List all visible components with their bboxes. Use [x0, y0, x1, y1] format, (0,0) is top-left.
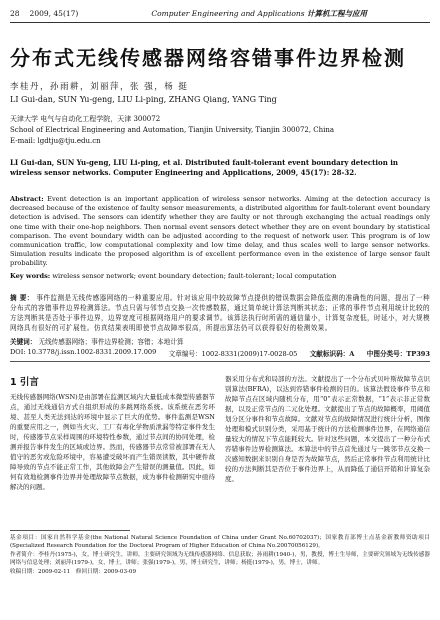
- body-column-right: 器采用分布式和局部的方法。文献提出了一个分布式贝叶斯故障节点识别算法(BFRA)，以达到容错事件检测的目的。该算法假设事件节点和故障节点在区域内随机分布，用“0”表示正常数据，“1”表示非正常数据，以及正常节点的二元化处理。文献提出了节点的故障概率，用阈值划分区分事件和节点故障。文献对节点的故障情况进行统计分析，图像处理和模式识别分类，采用基于统计的方法检测事件边界，在网络通信量较大的情况下节点能耗较大。针对这些问题，本文提出了一种分布式容错事件边界检测算法。本算法中的节点首先通过与一跳邻节点交换一次感知数据来识别自身是否为故障节点，然后正常事件节点利用统计比较的方法判断其是否位于事件边界上，从而降低了通信开销和计算复杂度。: [225, 375, 430, 483]
- issue-info: 2009, 45(17): [29, 8, 79, 18]
- section-title: 1 引言: [10, 377, 39, 388]
- page-number: 28: [10, 8, 20, 18]
- authors-en: LI Gui-dan, SUN Yu-geng, LIU Li-ping, ZHANG Qiang, YANG Ting: [10, 95, 277, 104]
- footnote-divider: [10, 530, 130, 531]
- running-header: [10, 6, 430, 23]
- article-id: 文章编号：1002-8331(2009)17-0028-05: [168, 350, 298, 358]
- affiliation: [10, 114, 334, 147]
- keywords-cn-text: 无线传感器网络；事件边界检测；容错；本地计算: [38, 338, 184, 346]
- abstract-cn: [10, 293, 430, 333]
- doi: DOI: 10.3778/j.issn.1002-8331.2009.17.009: [10, 348, 157, 356]
- divider: [10, 361, 430, 362]
- keywords-cn: [10, 336, 430, 346]
- article-meta: [10, 348, 430, 358]
- affiliation-cn: 天津大学 电气与自动化工程学院，天津 300072: [10, 115, 161, 123]
- keywords-en: [10, 272, 430, 281]
- footnote: [10, 534, 430, 576]
- authors-cn: 李桂丹，孙雨耕，刘丽萍，张 强，杨 挺: [10, 82, 189, 92]
- abstract-cn-label: 摘 要：: [10, 294, 34, 302]
- email: E-mail: lgdtju@tju.edu.cn: [10, 137, 101, 145]
- journal-name-cn: 计算机工程与应用: [306, 8, 367, 18]
- abstract-en-label: Abstract:: [10, 195, 44, 203]
- abstract-en-text: Event detection is an important application of wireless sensor networks. Aiming at the detection accuracy is decreased because of the existence of faulty sensor measurements, a distributed algorithm for fault-tolerant event boundary detection is advised. The sensors can identify whether they are faulty or not through exchanging the actual readings only one time with their one-hop neighbors. Then normal event sensors detect whether they are on event boundary by statistical comparison. The event boundary width can be adjusted according to the request of network user. This program is of low communication traffic, low computational complexity and low time delay, and thus scales well to large sensor networks. Simulation results indicate the proposed algorithm is of excellent performance even in the existence of large sensor fault probability.: [10, 195, 430, 268]
- clc-number: 中图分类号：TP393: [366, 350, 430, 358]
- paper-title: 分布式无线传感器网络容错事件边界检测: [10, 46, 406, 70]
- journal-name: Computer Engineering and Applications 计算机工程与应用: [151, 8, 367, 18]
- keywords-en-label: Key words:: [10, 272, 51, 280]
- doc-code: 文献标识码：A: [309, 350, 355, 358]
- keywords-en-text: wireless sensor network; event boundary detection; fault-tolerant; local computation: [52, 272, 337, 280]
- citation: LI Gui-dan, SUN Yu-geng, LIU Li-ping, et al. Distributed fault-tolerant event boundary detection in wireless sensor networks. Computer Engineering and Applications, 2009, 45(17): 28-32.: [10, 158, 398, 177]
- footnote-fund: 基金项目：国家自然科学基金(the National Natural Science Foundation of China under Grant No.60702037)；国家教育部博士点基金新教师资助项目(Specialized Research Foundation for the Doctoral Program of Higher Education of China No.20070056129)。: [10, 535, 430, 550]
- abstract-en: [10, 195, 430, 269]
- affiliation-en: School of Electrical Engineering and Automation, Tianjin University, Tianjin 300072, China: [10, 126, 335, 134]
- footnote-dates: 收稿日期：2009-02-11 修回日期：2009-03-09: [10, 568, 137, 575]
- footnote-bio: 作者简介：李桂丹(1975-)，女，博士研究生，讲师，主要研究领域为无线传感器网络、信息获取；孙雨耕(1940-)，男，教授，博士生导师，主要研究领域为无线传感器网络与信息处理；刘丽萍(1979-)，女，博士，讲师；张强(1979-)，男，博士研究生，讲师；杨挺(1979-)，男，博士，讲师。: [10, 551, 430, 567]
- abstract-cn-text: 事件监测是无线传感器网络的一种重要应用。针对该应用中较故障节点提供的错误数据会降低监测的准确性的问题，提出了一种分布式的容错事件边界检测算法。节点只需与邻节点交换一次传感数据，通过简单统计算法判断其状态；正常的事件节点利用统计比较的方法判断其是否处于事件边界，边界宽度可根据网络用户的要求调节。该算法执行时所需的通信量小，计算复杂度低，时延小，对大规模网络具有很好的可扩展性。仿真结果表明即使节点故障率很高，所提出算法仍可以获得很好的检测效果。: [10, 294, 430, 332]
- keywords-cn-label: 关键词：: [10, 338, 37, 346]
- body-column-left: 无线传感器网络(WSN)是由部署在监测区域内大量低成本微型传感器节点，通过无线通信方式自组织形成的多跳网络系统。该系统在恶劣环境、甚至人类无法到达的环境中显示了巨大的优势。事件监测是WSN的重要应用之一，例如当火灾、工厂有毒化学物质泄漏等特定事件发生时，传感器节点采样周围的环境特性参数，通过节点间的协同处理，检测并报告事件发生的区域或边界。然而，传感器节点常常被部署在无人值守的恶劣或危险环境中，容易遭受破坏而产生错误读数，其中硬件故障导致的节点不能正常工作，其他故障会产生错误的测量值。因此，如何有效地检测事件边界并处理故障节点数据，成为事件检测研究中亟待解决的问题。: [10, 393, 215, 491]
